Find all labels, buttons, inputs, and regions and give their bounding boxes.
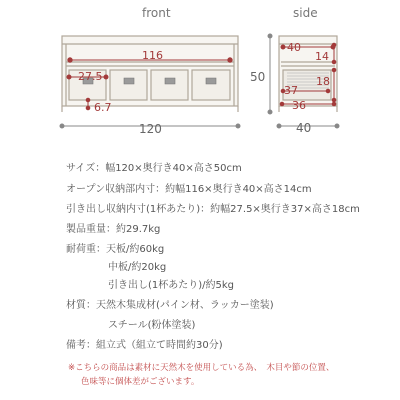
spec-drawer-inner: 引き出し収納内寸(1杯あたり)：約幅27.5×奥行き37×高さ18cm (66, 204, 360, 215)
dim-drawer-depth: 37 (284, 84, 298, 97)
front-view-drawing (0, 0, 260, 150)
spec-material: 材質：天然木集成材(パイン材、ラッカー塗装) (66, 300, 274, 311)
dim-total-width: 120 (139, 122, 162, 136)
spec-material-steel: スチール(粉体塗装) (108, 320, 196, 331)
spec-size: サイズ：幅120×奥行き40×高さ50cm (66, 163, 242, 174)
spec-load-top: 耐荷重：天板/約60kg (66, 244, 165, 255)
dim-inner-depth: 36 (292, 99, 306, 112)
dim-drawer-height: 18 (316, 75, 330, 88)
dim-inner-width: 116 (142, 49, 163, 62)
front-view-label: front (142, 6, 171, 20)
dim-height: 50 (250, 70, 266, 84)
spec-load-drawer: 引き出し(1杯あたり)/約5kg (108, 280, 235, 291)
spec-note: 備考：組立式（組立て時間約30分) (66, 340, 223, 351)
spec-load-mid: 中板/約20kg (108, 262, 167, 273)
disclaimer-line-2: 色味等に個体差がございます。 (81, 377, 200, 387)
side-view-label: side (293, 6, 318, 20)
dim-drawer-gap: 6.7 (94, 101, 112, 114)
spec-open-storage: オープン収納部内寸：約幅116×奥行き40×高さ14cm (66, 184, 312, 195)
spec-weight: 製品重量：約29.7kg (66, 224, 161, 235)
dim-top-depth: 40 (287, 41, 301, 54)
side-view-drawing (260, 0, 400, 150)
dim-inner-height: 14 (315, 50, 329, 63)
disclaimer-line-1: ※こちらの商品は素材に天然木を使用している為、 木目や節の位置、 (68, 363, 335, 373)
dim-total-depth: 40 (296, 121, 312, 135)
dim-drawer-width: 27.5 (78, 70, 103, 83)
